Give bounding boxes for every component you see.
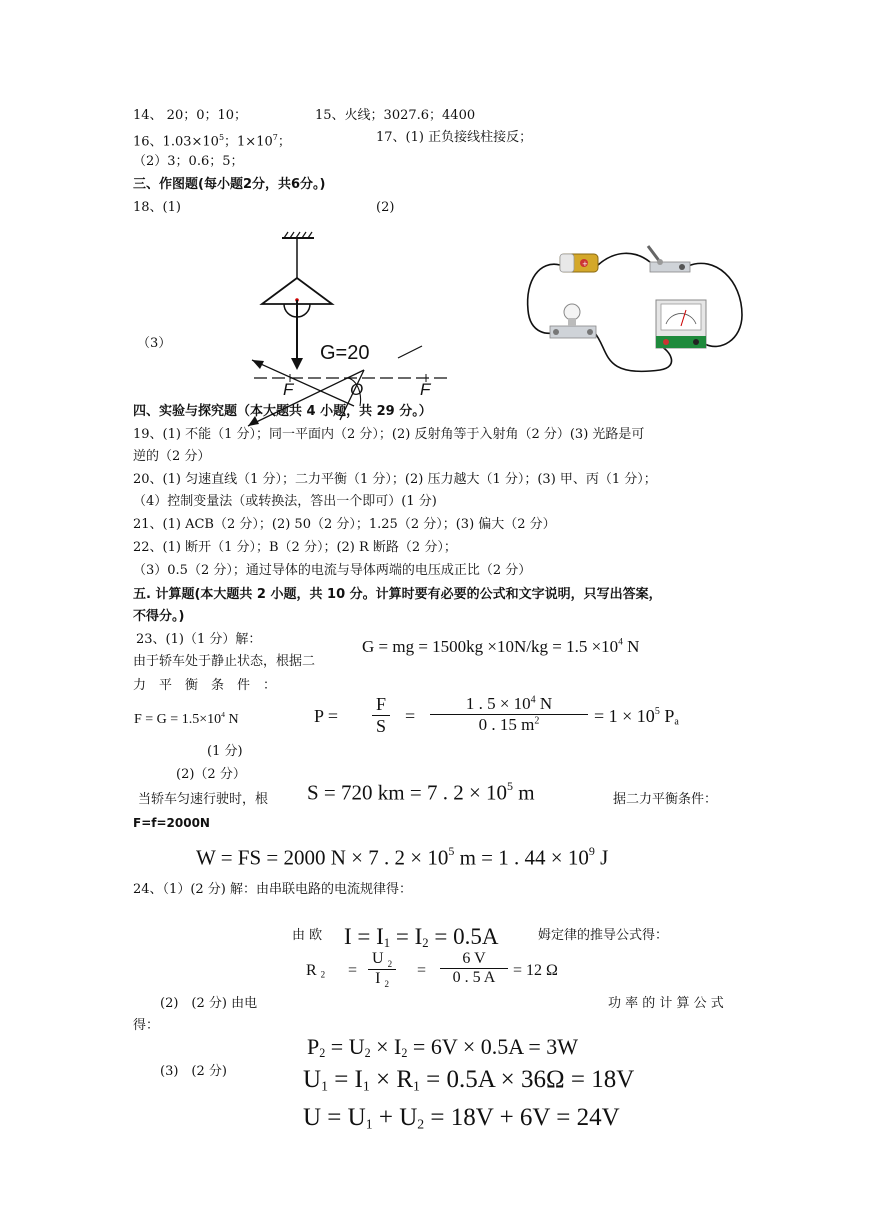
focal-point-left-label: F [283,380,294,399]
answer-20-line1: 20、(1) 匀速直线（1 分）；二力平衡（1 分）；(2) 压力越大（1 分）；(3) 甲、丙（1 分）； [133,472,657,487]
formula-resistance-result: = 12 Ω [513,962,558,979]
focal-point-right-label: F [420,380,431,399]
answer-16: 16、$1.03\times 10^5$；$1\times 10^7$； [133,133,291,150]
circuit-diagram [520,240,750,380]
formula-pressure-fraction-2: $\frac{1 . 5 \times 10^4 N}{0 . 15 m^2}$ [430,694,588,735]
formula-pressure-fraction-1: $\frac{F}{S}$ [372,694,390,737]
q23-text-4: 据二力平衡条件： [613,792,718,807]
q18-part2-label: (2) [376,200,395,215]
q24-text-4: 得： [133,1018,160,1033]
q24-part1-label: 24、（1）(2 分) 解：由串联电路的电流规律得： [133,882,412,897]
answer-22-line1: 22、(1) 断开（1 分）；B（2 分）；(2) R 断路（2 分）； [133,540,457,555]
formula-total-voltage: $U = U_1 + U_2 = 18V + 6V = 24V$ [303,1104,620,1132]
formula-pressure-eq: = [405,706,416,726]
q24-part3-label: (3) (2 分) [160,1064,227,1079]
svg-text:+: + [582,260,588,268]
formula-work: W = FS = 2000 N × 7 . $2 \times 10^5$ m = 1 . $44 \times 10^9$ J [196,844,609,870]
answer-19-line2: 逆的（2 分） [133,449,211,464]
q23-text-1: 由于轿车处于静止状态，根据二 [133,654,316,669]
section-4-heading: 四、实验与探究题（本大题共 4 小题，共 29 分。） [133,404,432,419]
q24-part2-label: (2) (2 分) 由电 [160,996,258,1011]
formula-pressure-result: = $1 \times 10^5$ $P_a$ [594,706,679,728]
formula-resistance-eq1: = [348,962,358,979]
section-5-heading-line2: 不得分。) [133,609,185,624]
q24-text-1: 由 欧 [292,928,323,943]
formula-current: $I = I_1 = I_2 = 0.5A$ [344,924,499,951]
answer-17-part2: （2）3；0.6；5； [133,154,244,169]
formula-resistance-fraction-2: $\frac{6 V}{0 . 5 A}$ [440,950,508,987]
formula-resistance-fraction-1: $\frac{U _2}{I _2}$ [368,950,396,989]
q23-force-value: F=f=2000N [133,816,210,830]
optical-center-label: O [350,380,364,399]
answer-17: 17、(1) 正负接线柱接反； [376,130,533,145]
answer-15: 15、火线；3027.6；4400 [315,108,476,123]
answer-14: 14、 20；0；10； [133,108,248,123]
q24-text-2: 姆定律的推导公式得： [538,928,669,943]
q24-text-3: 功 率 的 计 算 公 式 [608,996,724,1011]
q18-part3-label: （3） [137,336,172,351]
formula-distance: S = 720 km = 7 . $2 \times 10^5$ m [307,779,535,805]
formula-resistance-eq2: = [417,962,427,979]
q23-part1-label: 23、(1)（1 分）解： [136,632,262,647]
formula-voltage-1: $U_1 = I_1 \times R_1 = 0.5A \times 36\Omega = 18V$ [303,1066,635,1094]
answer-19-line1: 19、(1) 不能（1 分）；同一平面内（2 分）；(2) 反射角等于入射角（2 分）(3) 光路是可 [133,427,645,442]
section-5-heading-line1: 五. 计算题(本大题共 2 小题，共 10 分。计算时要有必要的公式和文字说明，只写出答案， [133,587,662,602]
answer-21: 21、(1) ACB（2 分）；(2) 50（2 分）；1.25（2 分）；(3) 偏大（2 分） [133,517,556,532]
gravity-label: G=20 [320,342,370,364]
formula-force-equals-gravity: $F = G = 1.5\times 10^4$ N [134,710,239,728]
q23-part2-label: (2)（2 分） [176,767,246,782]
q23-score-1: (1 分) [207,744,243,759]
q18-part1-label: 18、(1) [133,200,181,215]
section-3-heading: 三、作图题(每小题2分，共6分。) [133,177,326,192]
formula-power: $P_2 = U_2 \times I_2 = 6V \times 0.5A = 3W$ [307,1034,579,1061]
formula-gravity: G = mg = $1500kg \times 10N/kg = 1.5 \times 10^4$ N [362,637,640,656]
answer-22-line2: （3）0.5（2 分）；通过导体的电流与导体两端的电压成正比（2 分） [133,563,532,578]
answer-20-line2: （4）控制变量法（或转换法，答出一个即可）(1 分) [133,494,437,509]
formula-pressure-lhs: P = [314,706,338,726]
q23-text-3: 当轿车匀速行驶时，根 [138,792,269,807]
q23-text-2: 力 平 衡 条 件 ： [133,678,277,693]
formula-resistance-lhs: R $_2$ [306,962,326,980]
